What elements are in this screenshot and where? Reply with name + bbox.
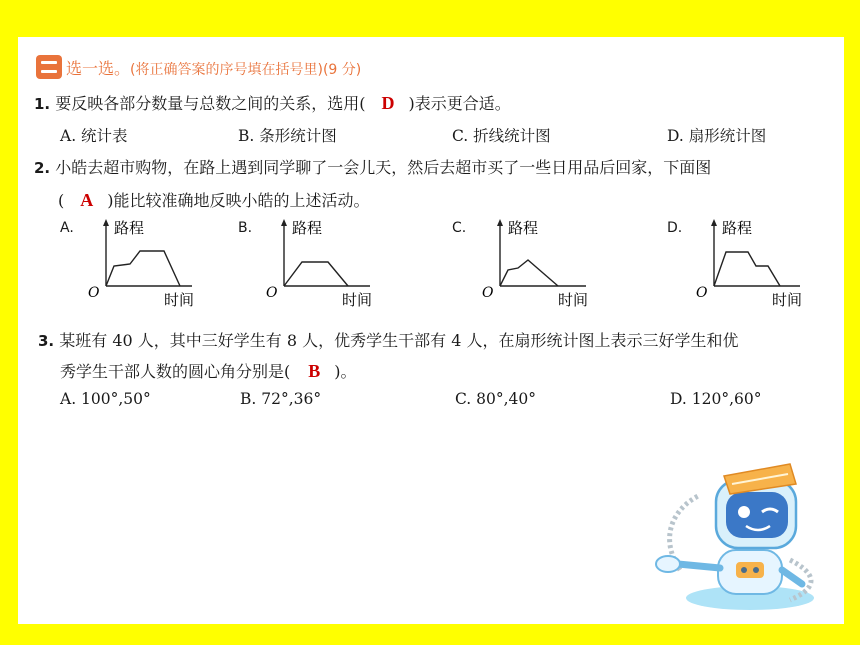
option-b: B. 条形统计图 [238, 127, 337, 145]
origin-label: O [88, 285, 100, 301]
question-2 [34, 155, 711, 178]
graph-d-letter: D. [667, 220, 683, 236]
section-number-badge [36, 55, 62, 79]
question-1 [34, 91, 511, 114]
origin-label: O [266, 285, 278, 301]
question-text: 要反映各部分数量与总数之间的关系，选用( [55, 94, 366, 113]
y-axis-label: 路程 [508, 219, 539, 237]
graph-b-letter: B. [238, 220, 253, 236]
graph-a-letter: A. [60, 220, 74, 236]
question-text: )能比较准确地反映小皓的上述活动。 [107, 191, 370, 210]
question-number: 3. [38, 332, 55, 350]
distance-time-graph-d [692, 214, 822, 310]
option-c: C. 折线统计图 [452, 127, 551, 145]
option-c: C. 80°,40° [455, 390, 537, 408]
section-hint: (将正确答案的序号填在括号里)(9 分) [130, 62, 362, 78]
graph-c-letter: C. [452, 220, 467, 236]
section-title-text: 选一选。 [66, 59, 131, 78]
origin-label: O [482, 285, 494, 301]
option-d: D. 扇形统计图 [667, 127, 767, 145]
answer-mark: D [381, 93, 395, 113]
question-text: ( [58, 191, 65, 210]
x-axis-label: 时间 [164, 291, 195, 309]
question-text: 某班有 40 人，其中三好学生有 8 人，优秀学生干部有 4 人，在扇形统计图上表示三好学生和优 [59, 331, 739, 350]
x-axis-label: 时间 [342, 291, 373, 309]
question-3 [38, 328, 738, 351]
option-b: B. 72°,36° [240, 390, 322, 408]
question-number: 2. [34, 159, 51, 177]
robot-mascot-icon [640, 450, 840, 620]
question-number: 1. [34, 95, 51, 113]
distance-time-graph-a [84, 214, 214, 310]
option-a: A. 统计表 [60, 127, 128, 145]
x-axis-label: 时间 [772, 291, 803, 309]
option-a: A. 100°,50° [60, 390, 151, 408]
distance-time-graph-c [478, 214, 608, 310]
question-3-line-2 [60, 359, 357, 382]
x-axis-label: 时间 [558, 291, 589, 309]
y-axis-label: 路程 [292, 219, 323, 237]
question-text: 秀学生干部人数的圆心角分别是( [60, 362, 291, 381]
distance-time-graph-b [262, 214, 392, 310]
answer-mark: B [308, 361, 321, 381]
section-title [66, 56, 361, 79]
answer-mark: A [80, 190, 94, 210]
option-d: D. 120°,60° [670, 390, 762, 408]
y-axis-label: 路程 [114, 219, 145, 237]
y-axis-label: 路程 [722, 219, 753, 237]
question-text: 小皓去超市购物，在路上遇到同学聊了一会儿天，然后去超市买了一些日用品后回家，下面图 [55, 158, 712, 177]
question-text: )表示更合适。 [408, 94, 511, 113]
question-2-line-2 [58, 188, 370, 211]
origin-label: O [696, 285, 708, 301]
question-text: )。 [334, 362, 357, 381]
